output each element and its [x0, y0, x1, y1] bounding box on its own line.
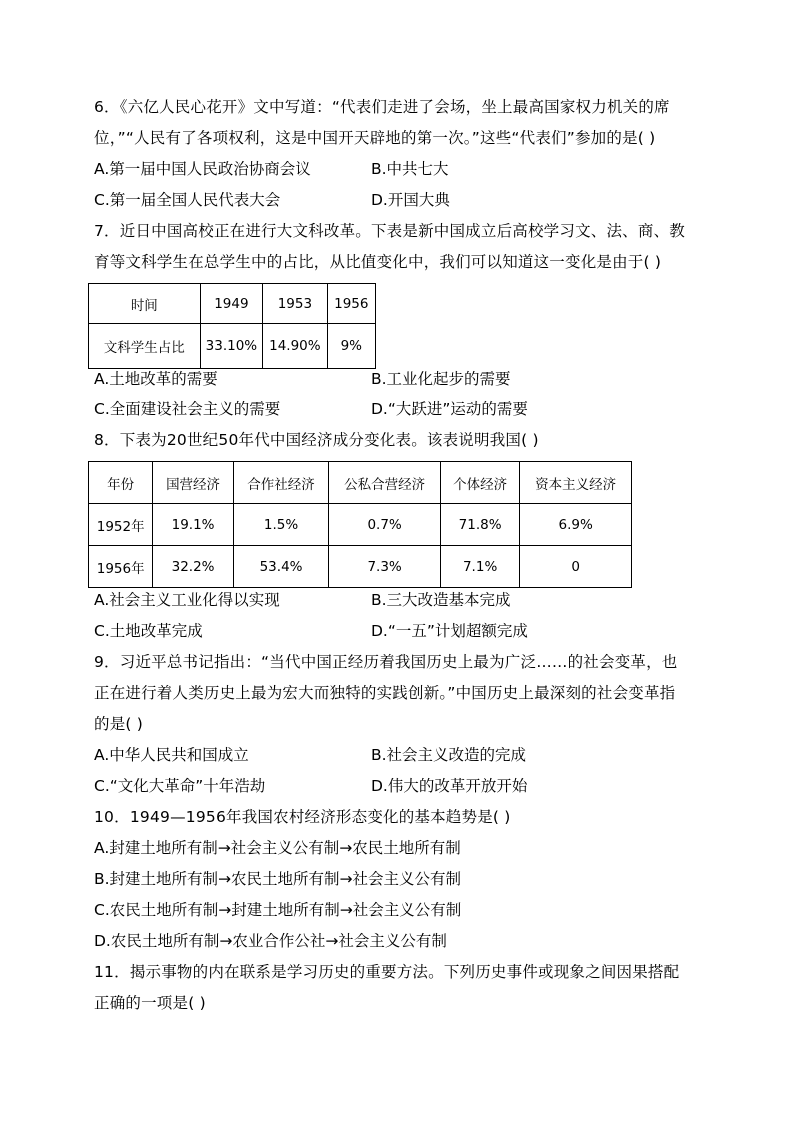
q10-option-a: A.封建土地所有制→社会主义公有制→农民土地所有制	[94, 839, 461, 857]
table-cell: 0.7%	[329, 504, 441, 546]
table-cell: 53.4%	[233, 546, 329, 588]
table-cell: 33.10%	[200, 324, 263, 369]
table-header-cell: 时间	[89, 284, 201, 324]
table-header-cell: 1956	[327, 284, 375, 324]
table-cell: 1.5%	[233, 504, 329, 546]
q10-option-b: B.封建土地所有制→农民土地所有制→社会主义公有制	[94, 870, 462, 888]
q11-stem-line1: 11．揭示事物的内在联系是学习历史的重要方法。下列历史事件或现象之间因果搭配	[94, 963, 680, 981]
q6-option-c: C.第一届全国人民代表大会	[94, 191, 281, 209]
table-cell: 1952年	[89, 504, 153, 546]
q8-stem-line1: 8．下表为20世纪50年代中国经济成分变化表。该表说明我国( )	[94, 431, 539, 449]
q8-option-c: C.土地改革完成	[94, 622, 203, 640]
q9-stem-line1: 9．习近平总书记指出：“当代中国正经历着我国历史上最为广泛……的社会变革，也	[94, 653, 678, 671]
q7-table	[88, 283, 376, 369]
q10-option-d: D.农民土地所有制→农业合作公社→社会主义公有制	[94, 932, 447, 950]
table-header-cell: 1953	[263, 284, 327, 324]
q6-option-d: D.开国大典	[371, 191, 450, 209]
table-cell: 7.3%	[329, 546, 441, 588]
q9-stem-line2: 正在进行着人类历史上最为宏大而独特的实践创新。”中国历史上最深刻的社会变革指	[94, 684, 676, 702]
table-header-cell: 公私合营经济	[329, 462, 441, 504]
q9-stem-line3: 的是( )	[94, 715, 144, 733]
q9-option-a: A.中华人民共和国成立	[94, 746, 249, 764]
table-row	[89, 546, 632, 588]
table-row	[89, 324, 376, 369]
table-header-cell: 个体经济	[440, 462, 519, 504]
q8-option-a: A.社会主义工业化得以实现	[94, 591, 280, 609]
table-cell: 0	[520, 546, 632, 588]
q6-stem-line2: 位，”“人民有了各项权利，这是中国开天辟地的第一次。”这些“代表们”参加的是( )	[94, 129, 656, 147]
q7-option-d: D.“大跃进”运动的需要	[371, 400, 528, 418]
table-header-cell: 资本主义经济	[520, 462, 632, 504]
table-header-cell: 合作社经济	[233, 462, 329, 504]
q7-option-b: B.工业化起步的需要	[371, 370, 511, 388]
table-row	[89, 462, 632, 504]
q7-option-a: A.土地改革的需要	[94, 370, 218, 388]
table-row	[89, 284, 376, 324]
table-cell: 19.1%	[153, 504, 233, 546]
table-cell: 7.1%	[440, 546, 519, 588]
table-cell: 32.2%	[153, 546, 233, 588]
q7-option-c: C.全面建设社会主义的需要	[94, 400, 281, 418]
q6-option-a: A.第一届中国人民政治协商会议	[94, 160, 311, 178]
table-cell: 71.8%	[440, 504, 519, 546]
table-cell: 1956年	[89, 546, 153, 588]
q9-option-b: B.社会主义改造的完成	[371, 746, 527, 764]
table-cell: 9%	[327, 324, 375, 369]
table-header-cell: 年份	[89, 462, 153, 504]
q8-table	[88, 461, 632, 588]
q6-option-b: B.中共七大	[371, 160, 449, 178]
q7-stem-line2: 育等文科学生在总学生中的占比，从比值变化中，我们可以知道这一变化是由于( )	[94, 253, 662, 271]
table-header-cell: 1949	[200, 284, 263, 324]
q9-option-d: D.伟大的改革开放开始	[371, 777, 528, 795]
table-cell: 14.90%	[263, 324, 327, 369]
table-row	[89, 504, 632, 546]
q10-stem-line1: 10．1949—1956年我国农村经济形态变化的基本趋势是( )	[94, 808, 511, 826]
table-cell: 6.9%	[520, 504, 632, 546]
q11-stem-line2: 正确的一项是( )	[94, 994, 206, 1012]
q9-option-c: C.“文化大革命”十年浩劫	[94, 777, 266, 795]
q8-option-d: D.“一五”计划超额完成	[371, 622, 528, 640]
q8-option-b: B.三大改造基本完成	[371, 591, 511, 609]
q10-option-c: C.农民土地所有制→封建土地所有制→社会主义公有制	[94, 901, 462, 919]
q7-stem-line1: 7．近日中国高校正在进行大文科改革。下表是新中国成立后高校学习文、法、商、教	[94, 222, 685, 240]
q6-stem-line1: 6．《六亿人民心花开》文中写道：“代表们走进了会场，坐上最高国家权力机关的席	[94, 98, 670, 116]
table-cell: 文科学生占比	[89, 324, 201, 369]
table-header-cell: 国营经济	[153, 462, 233, 504]
